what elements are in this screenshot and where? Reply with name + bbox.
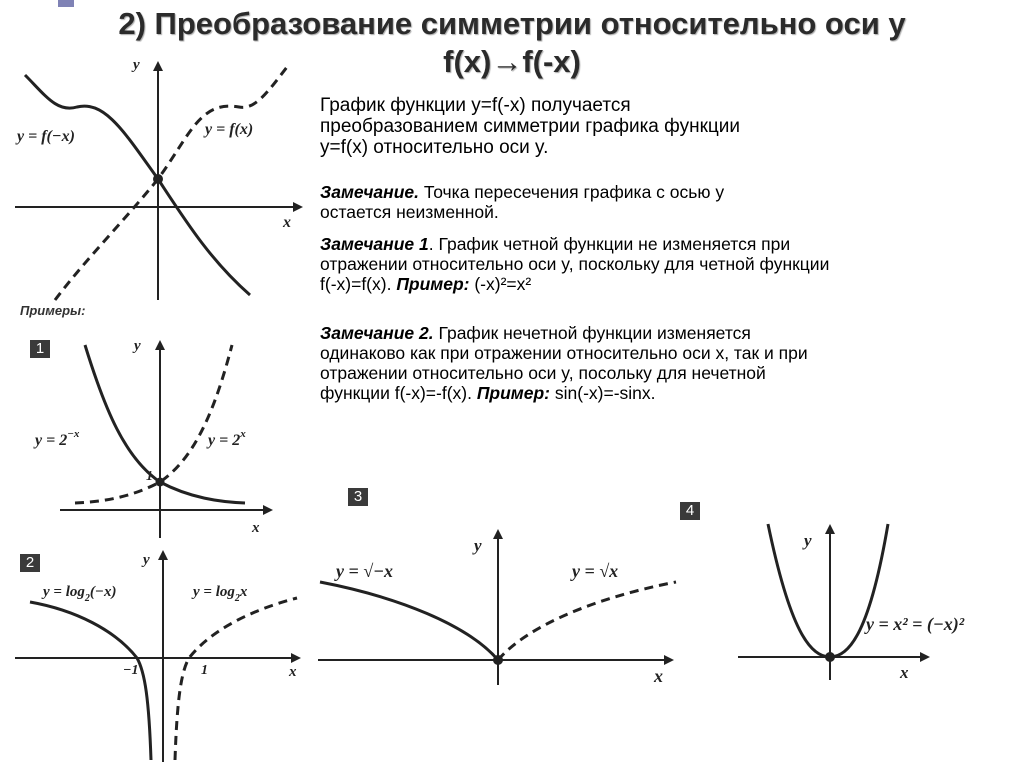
note1-example: (-x)²=x² [469,274,532,294]
y-axis-label: y [143,552,150,568]
x-axis-arrow [291,653,301,663]
note-text-line-2: остается неизменной. [320,202,499,222]
label-f-neg-x: y = f(−x) [17,128,75,145]
note-even-function [320,234,829,294]
note-intersection [320,182,724,222]
note2-text: График нечетной функции изменяется [433,323,751,343]
x-axis-arrow [664,655,674,665]
curve-2-x [75,345,232,503]
label-log-neg-x: $y = \log_2(-x)$ [43,584,117,604]
curve-log-x [175,598,297,760]
main-text-line-1: График функции y=f(-x) получается [320,95,631,116]
label-sqrt-neg-x: y = √−x [336,561,394,581]
y-axis-arrow [158,550,168,560]
vertex-point [825,652,835,662]
tick-neg-1: −1 [123,663,139,678]
note2-example: sin(-x)=-sinx. [550,383,656,403]
point-0-1 [156,478,165,487]
main-graph [15,55,305,305]
note-label: Замечание. [320,182,420,202]
tick-pos-1: 1 [201,663,208,678]
y-axis-arrow [493,529,503,539]
x-axis-label: x [654,666,663,686]
example-number-2: 2 [20,554,40,572]
label-2-neg-x: $y = 2^{-x}$ [35,428,80,449]
main-text-line-2: преобразованием симметрии графика функции [320,116,740,137]
note1-text: . График четной функции не изменяется при [428,234,791,254]
example-4-graph [738,520,1024,682]
note1-line-2: отражении относительно оси y, поскольку для четной функции [320,254,830,274]
note2-label: Замечание 2. [320,323,434,343]
note-text: Точка пересечения графика с осью y [419,182,725,202]
x-axis-arrow [293,202,303,212]
y-axis-label: y [134,338,141,354]
curve-log-neg-x [30,602,151,760]
x-axis-arrow [920,652,930,662]
note2-line-2: одинаково как при отражении относительно оси x, так и при [320,343,808,363]
curve-sqrt-neg-x [320,582,498,660]
x-axis-label: x [900,663,909,682]
x-axis-arrow [263,505,273,515]
x-axis-label: x [289,664,297,680]
note1-line-3: f(-x)=f(x). [320,274,397,294]
note2-line-4: функции f(-x)=-f(x). [320,383,477,403]
y-axis-label: y [133,57,140,73]
y-axis-label: y [804,531,812,550]
label-sqrt-x: y = √x [572,561,619,581]
origin-point [493,655,503,665]
note-odd-function [320,323,808,403]
example-number-1: 1 [30,340,50,358]
examples-label: Примеры: [20,303,86,318]
note2-example-label: Пример: [476,383,551,403]
x-axis-label: x [283,214,291,231]
y-axis-arrow [155,340,165,350]
intersection-point [153,174,163,184]
example-number-3: 3 [348,488,368,506]
note2-line-3: отражении относительно оси y, посольку для нечетной [320,363,766,383]
example-1-graph [35,338,280,540]
y-axis-arrow [153,61,163,71]
example-2-graph [15,550,310,762]
curve-f-neg-x [25,75,250,295]
example-number-4: 4 [680,502,700,520]
note1-example-label: Пример: [396,274,470,294]
y-axis-arrow [825,524,835,534]
x-axis-label: x [252,520,260,536]
label-2-x: $y = 2^x$ [208,428,246,449]
page-title: 2) Преобразование симметрии относительно оси y [118,6,906,41]
curve-f-x [55,67,287,300]
label-parabola: y = x² = (−x)² [866,614,965,634]
page-subtitle: f(x)→f(-x) [443,44,581,79]
y-axis-label: y [474,536,482,555]
example-3-graph [318,525,678,685]
main-description [320,95,740,158]
curve-parabola [768,524,888,657]
point-label-1: 1 [146,469,153,484]
main-text-line-3: y=f(x) относительно оси y. [320,137,549,158]
curve-sqrt-x [498,582,676,660]
note1-label: Замечание 1 [320,234,429,254]
label-f-x: y = f(x) [205,121,254,138]
label-log-x: $y = \log_2x$ [193,584,248,604]
